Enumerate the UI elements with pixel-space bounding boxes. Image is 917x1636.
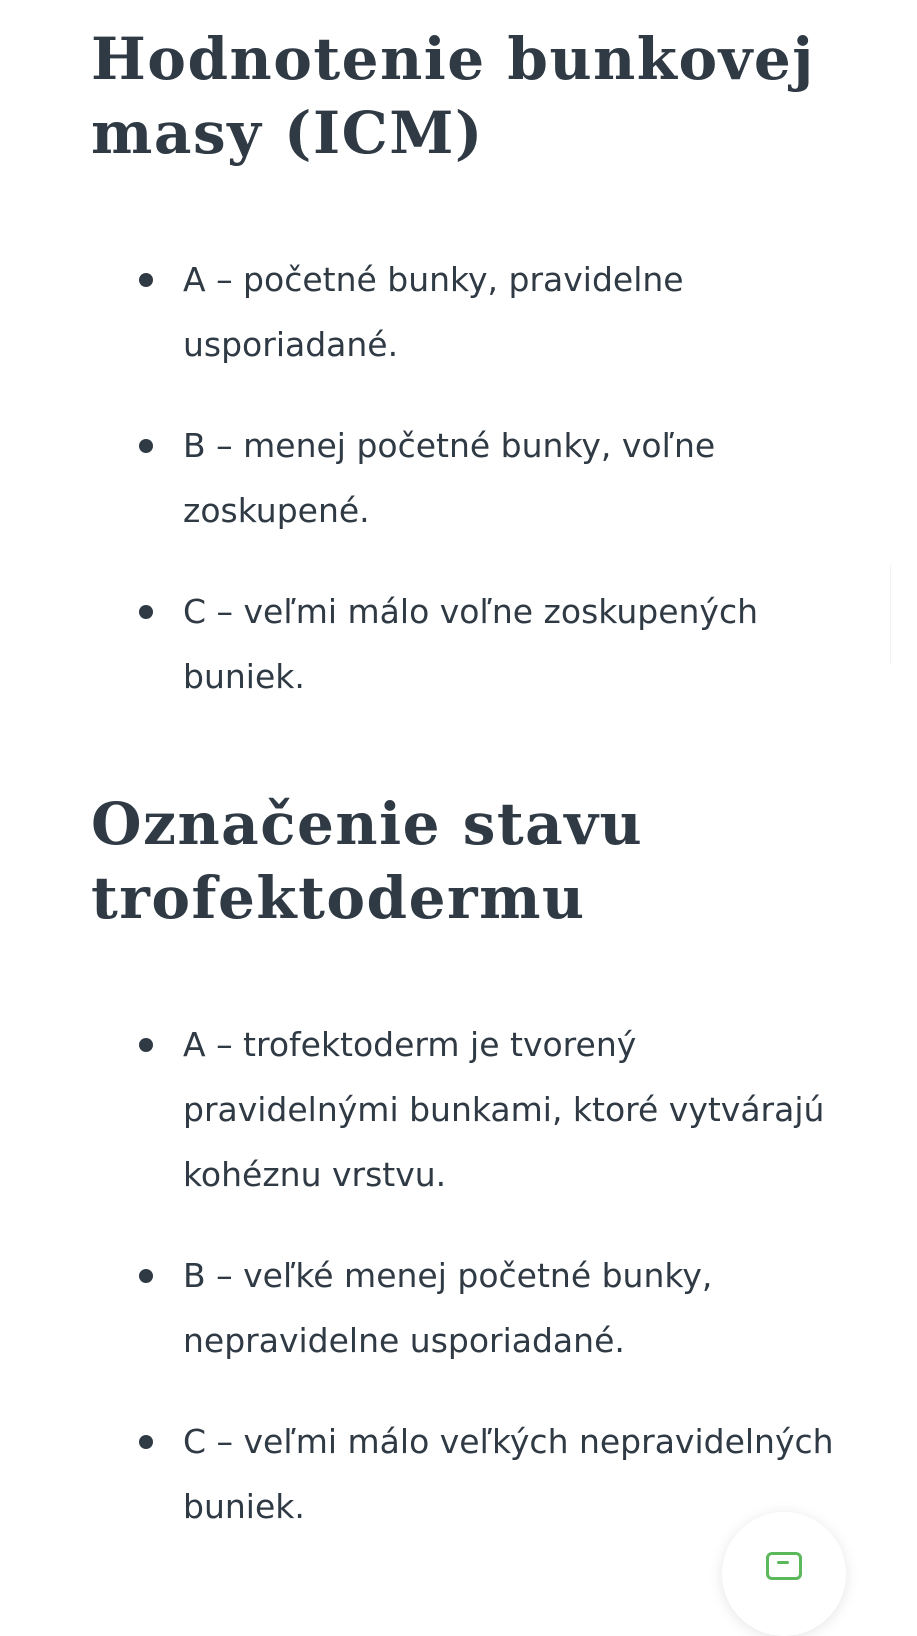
list-item xyxy=(139,1409,839,1539)
scroll-edge-divider xyxy=(890,565,891,665)
bullet-icon xyxy=(139,273,153,287)
section-heading-trophectoderm: Označenie stavu trofektodermu xyxy=(91,790,644,932)
chat-icon xyxy=(766,1552,802,1580)
bullet-icon xyxy=(139,605,153,619)
bullet-icon xyxy=(139,1038,153,1052)
list-item xyxy=(139,1012,839,1207)
list-item-text: C – veľmi málo voľne zoskupených buniek. xyxy=(183,592,759,696)
trophectoderm-grade-list xyxy=(139,1012,839,1575)
list-item xyxy=(139,579,839,709)
list-item xyxy=(139,247,839,377)
list-item-text: B – veľké menej početné bunky, nepravidelne usporiadané. xyxy=(183,1256,713,1360)
list-item-text: B – menej početné bunky, voľne zoskupené. xyxy=(183,426,716,530)
bullet-icon xyxy=(139,1435,153,1449)
list-item-text: A – početné bunky, pravidelne usporiadané. xyxy=(183,260,684,364)
list-item xyxy=(139,1243,839,1373)
bullet-icon xyxy=(139,439,153,453)
icm-grade-list xyxy=(139,247,839,745)
chat-button[interactable] xyxy=(722,1512,846,1636)
bullet-icon xyxy=(139,1269,153,1283)
list-item-text: C – veľmi málo veľkých nepravidelných buniek. xyxy=(183,1422,834,1526)
list-item-text: A – trofektoderm je tvorený pravidelnými bunkami, ktoré vytvárajú kohéznu vrstvu. xyxy=(183,1025,825,1194)
list-item xyxy=(139,413,839,543)
section-heading-icm: Hodnotenie bunkovej masy (ICM) xyxy=(91,25,815,167)
